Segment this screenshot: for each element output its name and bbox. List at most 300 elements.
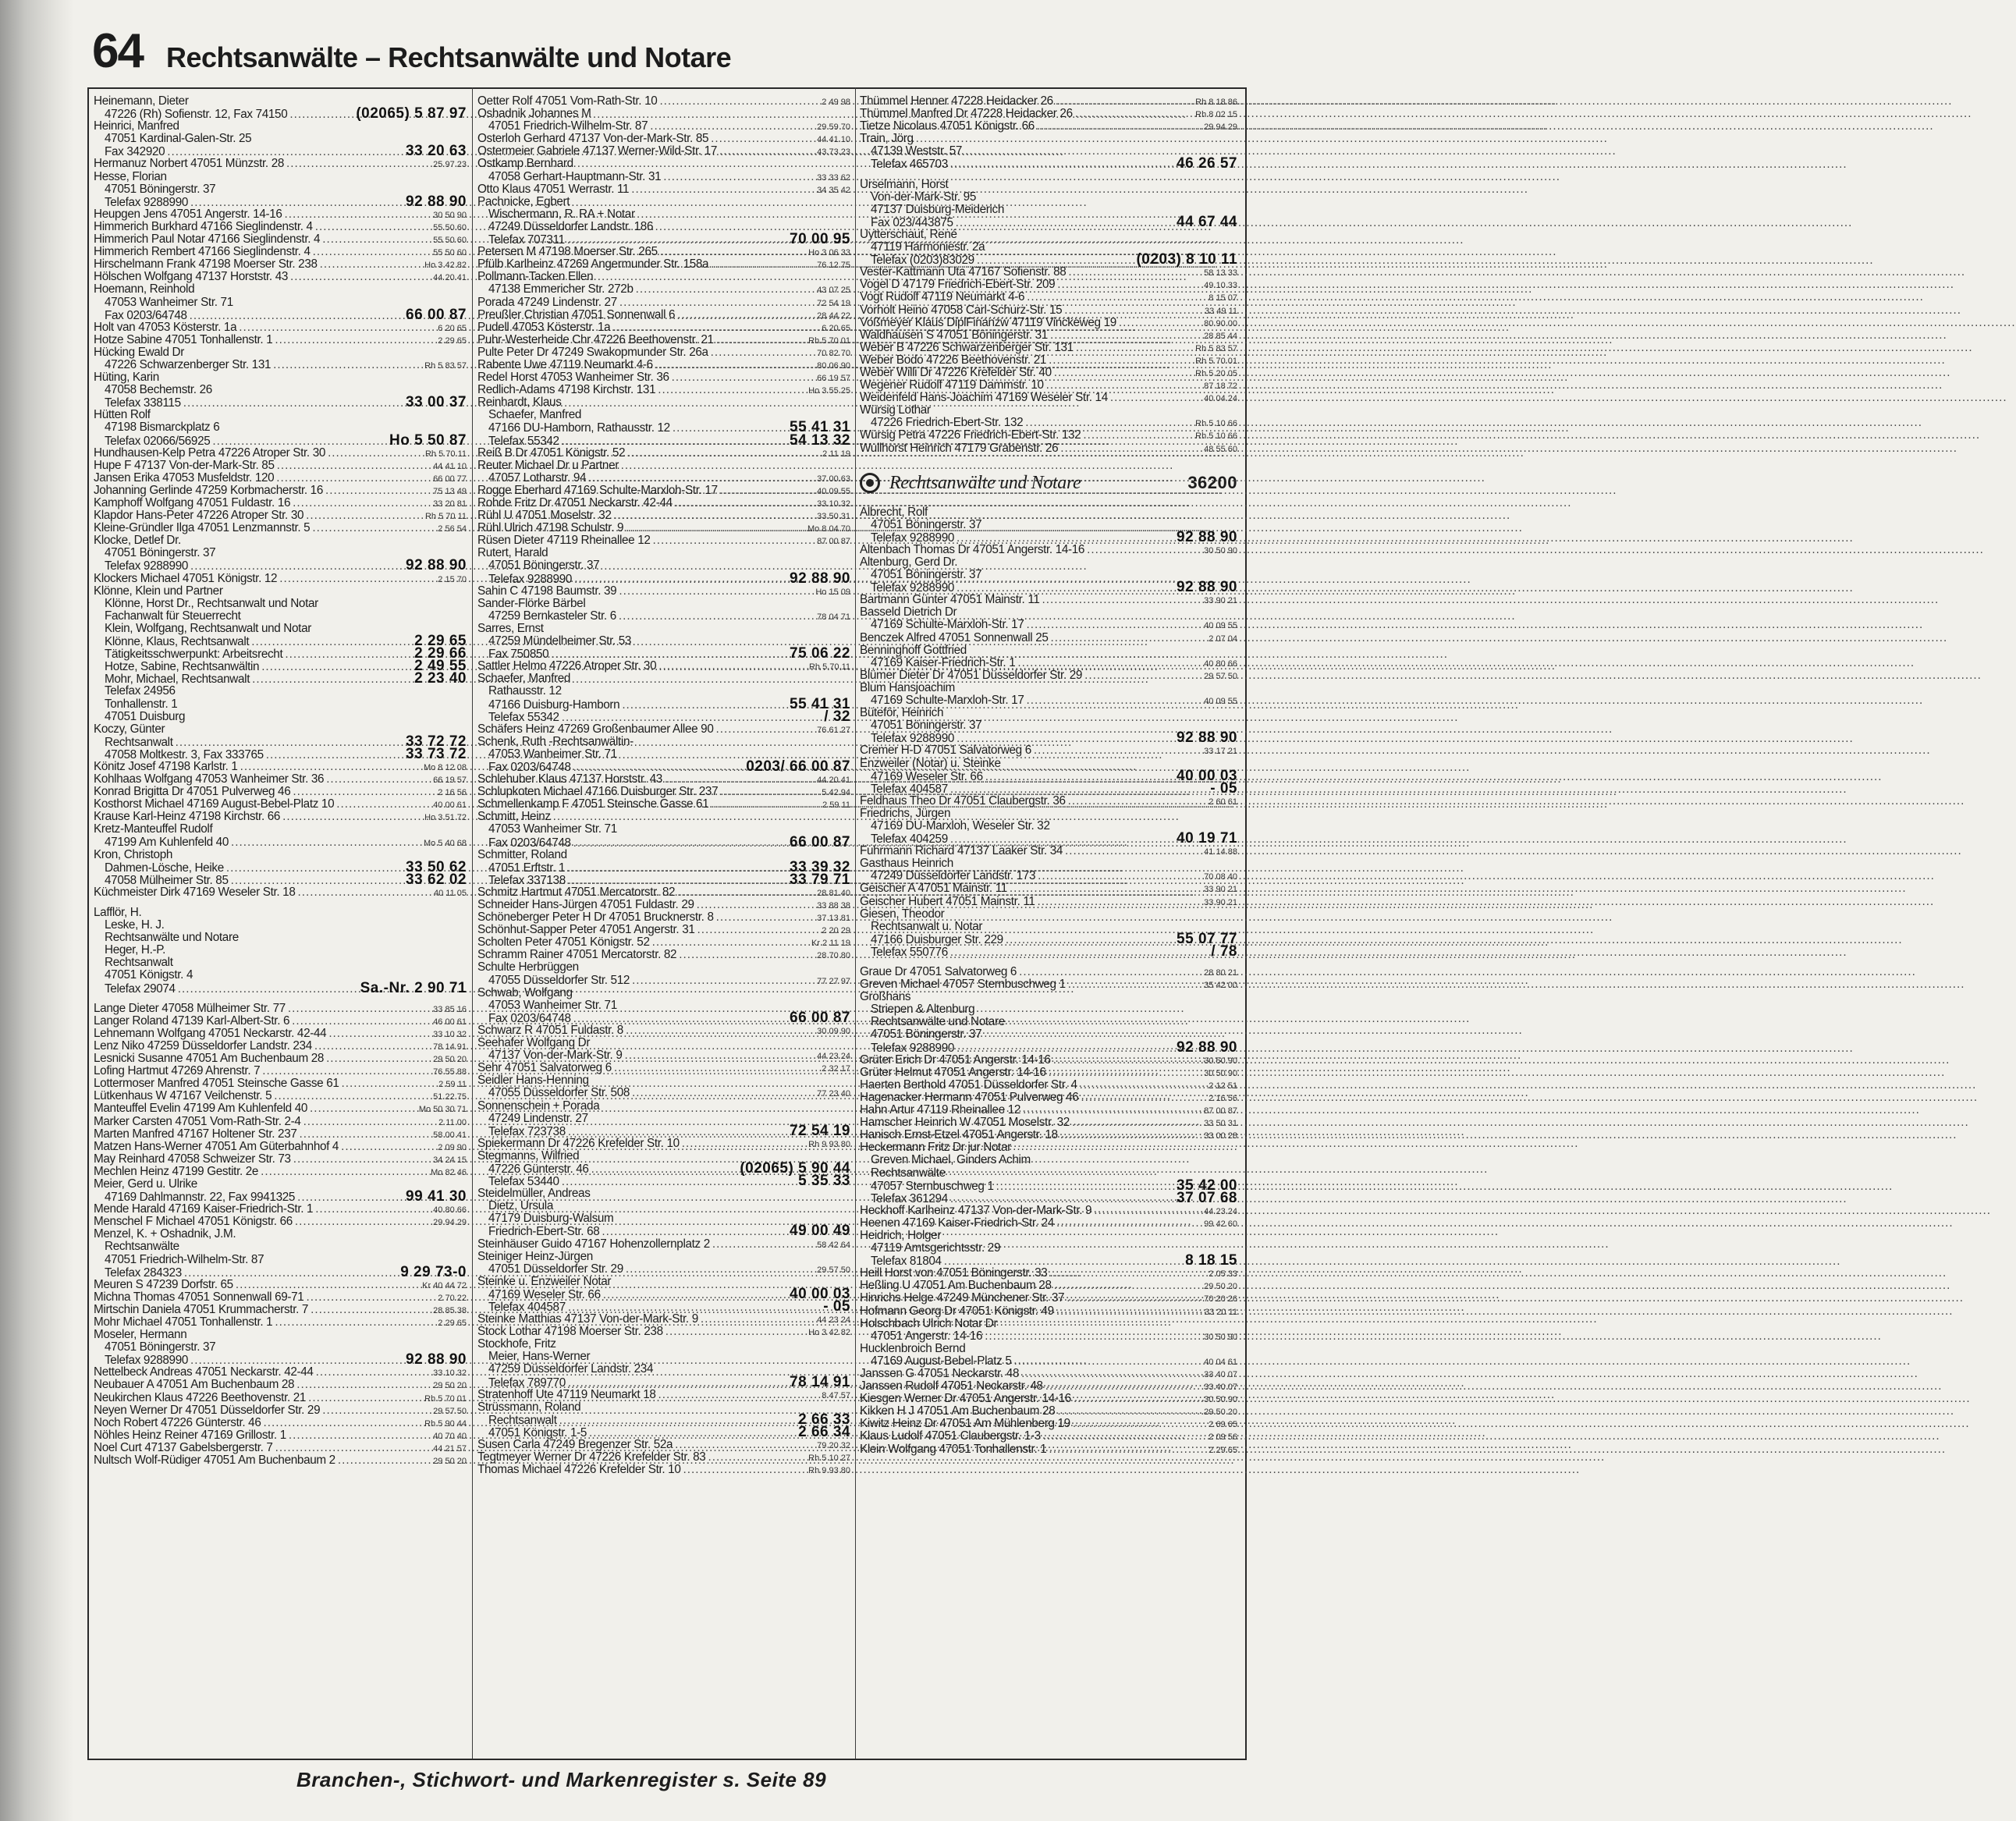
entry-text: Greven Michael, Ginders Achim — [871, 1153, 1031, 1167]
directory-entry — [477, 1173, 850, 1190]
phone-number: 43 07 25 — [817, 286, 850, 296]
entry-text: Stratenhoff Ute 47119 Neumarkt 18 — [477, 1387, 656, 1401]
phone-number: 78 04 71 — [817, 612, 850, 622]
phone-number: 80 06 90 — [817, 360, 850, 371]
entry-text: Vogel D 47179 Friedrich-Ebert-Str. 209 — [860, 278, 1056, 292]
entry-text: 47053 Wanheimer Str. 71 — [488, 998, 617, 1012]
dot-leader — [719, 145, 815, 158]
entry-text: Greven Michael 47057 Sternbuschweg 1 — [860, 978, 1066, 992]
dot-leader — [619, 610, 815, 623]
directory-entry — [94, 919, 467, 932]
entry-text: Rechtsanwälte und Notare — [871, 1015, 1005, 1029]
entry-text: Klönne, Klein und Partner — [94, 584, 223, 598]
dot-leader — [591, 1163, 738, 1176]
phone-number: 2 12 51 — [1209, 1081, 1237, 1091]
page-number: 64 — [92, 24, 143, 78]
directory-entry — [94, 871, 467, 888]
directory-entry — [477, 271, 850, 283]
directory-entry — [860, 1003, 1237, 1016]
phone-number: (0203) 8 10 11 — [1136, 251, 1237, 268]
phone-number: 55 07 77 — [1177, 930, 1237, 947]
phone-number: 55 50 60 — [433, 248, 467, 258]
directory-entry — [94, 573, 467, 585]
directory-entry — [477, 1138, 850, 1150]
entry-text: 47051 Friedrich-Wilhelm-Str. 87 — [105, 1252, 264, 1266]
phone-number: 29 59 70 — [817, 122, 850, 133]
dot-leader — [658, 384, 806, 396]
directory-entry — [860, 870, 1237, 882]
entry-text: Matzen Hans-Werner 47051 Am Güterbahnhof 4 — [94, 1139, 339, 1153]
dot-leader — [716, 911, 815, 924]
entry-text: Kron, Christoph — [94, 847, 173, 861]
phone-number: 29 50 20 — [433, 1055, 467, 1065]
entry-text: Sonnenschein + Porada — [477, 1099, 600, 1113]
phone-number: 33 62 02 — [406, 871, 467, 888]
phone-number: 2 49 98 — [822, 98, 850, 107]
dot-leader — [650, 120, 815, 133]
entry-text: Telefax 9288990 — [871, 581, 955, 595]
dot-leader — [1072, 1116, 1201, 1129]
directory-entry — [477, 871, 850, 888]
phone-number: 44 23 24 — [817, 1315, 850, 1326]
directory-entry — [860, 832, 1237, 845]
phone-number: 55 41 31 — [790, 695, 850, 712]
entry-text: 47057 Lotharstr. 94 — [488, 470, 587, 485]
directory-entry — [860, 779, 1237, 797]
dot-leader — [1054, 1280, 1202, 1292]
entry-text: Altenbach Thomas Dr 47051 Angerstr. 14-16 — [860, 542, 1085, 556]
entry-text: 47058 Mülheimer Str. 85 — [105, 873, 229, 887]
entry-text: Weber B 47226 Schwarzenberger Str. 131 — [860, 340, 1074, 354]
phone-number: 8 47 57 — [822, 1390, 850, 1400]
dot-leader — [264, 1417, 423, 1429]
dot-leader — [715, 723, 815, 736]
dot-leader — [1051, 632, 1207, 644]
entry-text: Hahn Artur 47119 Rheinallee 12 — [860, 1103, 1021, 1117]
section-code: 36200 — [1187, 472, 1237, 492]
entry-text: Telefax 24956 — [105, 684, 176, 698]
dot-leader — [1057, 279, 1201, 291]
entry-text: 47051 Böningerstr. 37 — [871, 568, 982, 582]
dot-leader — [310, 1102, 417, 1115]
entry-text: Rühl U 47051 Moselstr. 32 — [477, 509, 612, 523]
dot-leader — [1060, 442, 1201, 455]
directory-entry — [860, 845, 1237, 857]
phone-number: Ho 15 09 — [815, 587, 850, 597]
phone-number: 2 11 19 — [822, 449, 850, 459]
phone-number: 33 50 31 — [1204, 1119, 1237, 1129]
phone-number: 40 04 24 — [1204, 394, 1237, 404]
phone-number: 92 88 90 — [1177, 1038, 1237, 1056]
directory-entry — [477, 1009, 850, 1026]
entry-text: 47051 Böningerstr. 37 — [105, 1340, 216, 1354]
entry-text: Benninghoff Gottfried — [860, 643, 967, 657]
dot-leader — [1038, 870, 1201, 882]
dot-leader — [1049, 1443, 1206, 1456]
entry-text: Kohlhaas Wolfgang 47053 Wanheimer Str. 36 — [94, 772, 325, 786]
phone-number: 92 88 90 — [406, 557, 467, 574]
entry-text: Jansen Erika 47053 Musfeldstr. 120 — [94, 470, 275, 485]
entry-text: Hofmann Georg Dr 47051 Königstr. 49 — [860, 1304, 1054, 1318]
directory-entry — [860, 1154, 1237, 1166]
phone-number: Mo 8 04 70 — [807, 524, 850, 534]
directory-entry — [94, 334, 467, 346]
entry-text: Feldhaus Theo Dr 47051 Claubergstr. 36 — [860, 793, 1066, 808]
entry-text: 47051 Friedrich-Wilhelm-Str. 87 — [488, 119, 648, 133]
directory-entry — [94, 1003, 467, 1015]
directory-entry — [477, 773, 850, 786]
dot-leader — [300, 1128, 431, 1141]
entry-text: Meier, Hans-Werner — [488, 1350, 591, 1364]
directory-entry — [94, 346, 467, 359]
directory-entry — [94, 1015, 467, 1028]
directory-entry — [477, 708, 850, 725]
phone-number: Rh 5 10 27 — [808, 1454, 850, 1464]
directory-entry — [94, 1166, 467, 1178]
dot-leader — [720, 485, 815, 497]
directory-entry — [477, 1087, 850, 1099]
dot-leader — [292, 1015, 431, 1028]
directory-entry — [477, 309, 850, 321]
entry-text: 47249 Düsseldorfer Landstr. 186 — [488, 219, 654, 233]
dot-leader — [632, 1087, 815, 1099]
dot-leader — [1053, 1054, 1201, 1067]
entry-text: Menzel, K. + Oshadnik, J.M. — [94, 1227, 236, 1241]
entry-text: Rüsen Dieter 47119 Rheinallee 12 — [477, 534, 651, 548]
target-bullet-icon — [860, 473, 880, 493]
directory-entry — [860, 1443, 1237, 1456]
directory-entry — [477, 961, 850, 974]
directory-entry — [477, 1451, 850, 1464]
entry-text: Reiß B Dr 47051 Königstr. 52 — [477, 445, 626, 460]
directory-entry — [94, 1417, 467, 1429]
directory-entry — [477, 610, 850, 623]
phone-number: (02065) 5 90 44 — [740, 1159, 850, 1177]
phone-number: 28 81 40 — [817, 888, 850, 898]
dot-leader — [315, 221, 431, 233]
directory-entry — [860, 404, 1237, 417]
entry-text: Heßling U 47051 Am Buchenbaum 28 — [860, 1279, 1052, 1293]
entry-text: Wischermann, R. RA + Notar — [488, 207, 635, 221]
directory-entry — [477, 1122, 850, 1139]
phone-number: 55 50 60 — [433, 222, 467, 233]
directory-entry — [94, 221, 467, 233]
entry-text: Schönhut-Sapper Peter 47051 Angerstr. 31 — [477, 923, 695, 937]
entry-text: Telefax 9288990 — [105, 559, 189, 573]
directory-entry — [477, 534, 850, 547]
directory-entry — [860, 120, 1237, 133]
phone-number: 44 41 10 — [817, 135, 850, 145]
entry-text: Nultsch Wolf-Rüdiger 47051 Am Buchenbaum 2 — [94, 1454, 335, 1468]
phone-number: 8 18 15 — [1185, 1252, 1237, 1269]
entry-text: Seidler Hans-Henning — [477, 1074, 589, 1088]
phone-number: 9 29 73-0 — [400, 1263, 467, 1280]
directory-entry — [860, 354, 1237, 367]
dot-leader — [619, 296, 815, 309]
entry-text: Schäfers Heinz 47269 Großenbaumer Allee 90 — [477, 722, 714, 736]
dot-leader — [985, 771, 1174, 783]
entry-text: Himmerich Paul Notar 47166 Sieglindenstr. 4 — [94, 233, 321, 247]
phone-number: Rh 5 20 05 — [1195, 368, 1237, 378]
entry-text: 47058 Moltkestr. 3, Fax 333765 — [105, 747, 264, 761]
phone-number: 28 85 44 — [1204, 331, 1237, 341]
entry-text: Grüter Helmut 47051 Angerstr. 14-16 — [860, 1065, 1046, 1079]
directory-entry — [94, 1077, 467, 1090]
phone-number: 40 00 03 — [790, 1285, 850, 1302]
phone-number: 33 90 21 — [1204, 596, 1237, 606]
directory-entry — [860, 317, 1237, 329]
entry-text: 47249 Lindenstr. 27 — [488, 1111, 588, 1125]
dot-leader — [1081, 1092, 1206, 1104]
directory-entry — [477, 1411, 850, 1428]
entry-text: Telefax 9288990 — [105, 1354, 189, 1368]
entry-text: Hesse, Florian — [94, 169, 167, 183]
page-binding-shadow — [0, 0, 74, 1821]
entry-text: Otto Klaus 47051 Werrastr. 11 — [477, 182, 630, 196]
entry-text: Schulte Herbrüggen — [477, 960, 579, 974]
dot-leader — [288, 1003, 431, 1015]
phone-number: 76 55 88 — [433, 1067, 467, 1077]
directory-entry — [94, 773, 467, 786]
phone-number: 5 35 33 — [798, 1173, 850, 1190]
listing-column-1 — [94, 95, 467, 1749]
directory-entry — [860, 442, 1237, 455]
directory-entry — [477, 158, 850, 170]
phone-number: 72 54 19 — [790, 1122, 850, 1139]
entry-text: Schaefer, Manfred — [488, 408, 582, 422]
entry-text: 47058 Gerhart-Hauptmann-Str. 31 — [488, 169, 662, 183]
directory-entry — [94, 460, 467, 472]
entry-text: Janssen G 47051 Neckarstr. 48 — [860, 1367, 1020, 1380]
directory-entry — [860, 191, 1237, 204]
entry-text: Holt van 47053 Kösterstr. 1a — [94, 320, 237, 334]
entry-text: Graue Dr 47051 Salvatorweg 6 — [860, 965, 1017, 978]
entry-text: 47139 Weststr. 57 — [871, 144, 963, 158]
directory-entry — [94, 944, 467, 957]
phone-number: 0203/ 66 00 87 — [746, 758, 850, 775]
entry-text: Telefax 404587 — [488, 1301, 566, 1314]
entry-text: Kiesgen Werner Dr 47051 Angerstr. 14-16 — [860, 1392, 1071, 1406]
entry-text: Schramm Rainer 47051 Mercatorstr. 82 — [477, 948, 677, 962]
phone-number: 2 29 66 — [414, 645, 467, 662]
entry-text: Lesnicki Susanne 47051 Am Buchenbaum 28 — [94, 1052, 325, 1066]
phone-number: 92 88 90 — [406, 193, 467, 210]
dot-leader — [306, 509, 423, 522]
entry-text: Telefax 9288990 — [871, 732, 955, 746]
dot-leader — [1064, 304, 1202, 317]
dot-leader — [626, 1024, 815, 1037]
phone-number: 48 55 60 — [1204, 444, 1237, 454]
entry-text: Grüter Erich Dr 47051 Angerstr. 14-16 — [860, 1052, 1051, 1067]
directory-entry — [94, 786, 467, 798]
directory-entry — [477, 431, 850, 449]
phone-number: 66 00 87 — [406, 306, 467, 323]
entry-text: Thomas Michael 47226 Krefelder Str. 10 — [477, 1463, 681, 1477]
entry-text: Steinke u. Enzweiler Notar — [477, 1274, 612, 1288]
dot-leader — [1067, 1292, 1201, 1305]
entry-text: Heill Horst von 47051 Böningerstr. 33 — [860, 1266, 1048, 1280]
entry-text: Klocke, Detlef Dr. — [94, 534, 181, 548]
entry-text: Kikken H J 47051 Am Buchenbaum 28 — [860, 1404, 1056, 1418]
entry-text: 47051 Duisburg — [105, 709, 186, 723]
directory-entry — [477, 1223, 850, 1240]
dot-leader — [236, 1279, 420, 1291]
entry-text: Tietze Nicolaus 47051 Königstr. 66 — [860, 119, 1035, 133]
phone-number: Rh 9 93 80 — [808, 1466, 850, 1476]
dot-leader — [322, 1404, 431, 1417]
entry-text: Ostermeier Gabriele 47137 Werner-Wild-Str. 17 — [477, 144, 718, 158]
dot-leader — [275, 1442, 431, 1454]
phone-number: 2 23 40 — [414, 670, 467, 687]
dot-leader — [314, 1040, 431, 1052]
dot-leader — [306, 1291, 435, 1304]
dot-leader — [176, 737, 403, 749]
dot-leader — [1049, 1267, 1206, 1280]
dot-leader — [675, 1439, 815, 1451]
entry-text: Telefax 02066/56925 — [105, 434, 211, 448]
directory-entry — [477, 598, 850, 610]
entry-text: Rechtsanwalt — [488, 1413, 557, 1427]
directory-entry — [94, 1141, 467, 1153]
dot-leader — [1119, 317, 1201, 329]
directory-entry — [94, 1442, 467, 1454]
entry-text: Puhr-Westerheide Chr 47226 Beethovenstr. 21 — [477, 332, 714, 346]
phone-number: 33 40 07 — [1204, 1383, 1237, 1393]
entry-text: Stockhofe, Fritz — [477, 1337, 556, 1351]
directory-entry — [477, 1285, 850, 1302]
directory-entry — [477, 1389, 850, 1401]
directory-entry — [94, 534, 467, 547]
dot-leader — [1075, 108, 1193, 120]
phone-number: 6 20 65 — [438, 323, 467, 333]
phone-number: 33 10 32 — [433, 1029, 467, 1039]
entry-text: Schmitz Hartmut 47051 Mercatorstr. 82 — [477, 885, 676, 899]
phone-number: 40 09 55 — [1204, 697, 1237, 707]
entry-text: Telefax 550776 — [871, 945, 948, 959]
entry-text: 47226 Günterstr. 46 — [488, 1162, 589, 1176]
entry-text: Tonhallenstr. 1 — [105, 697, 178, 711]
entry-spacer — [94, 899, 467, 907]
directory-entry — [860, 251, 1237, 268]
directory-entry — [860, 108, 1237, 120]
phone-number: 33 90 21 — [1204, 885, 1237, 895]
phone-number: 29 50 20 — [433, 1457, 467, 1467]
phone-number: 75 06 22 — [790, 645, 850, 662]
phone-number: 29 94 29 — [1204, 122, 1237, 133]
entry-text: 47169 Weseler Str. 66 — [871, 769, 983, 783]
entry-text: 47259 Bernkasteler Str. 6 — [488, 609, 616, 623]
dot-leader — [313, 246, 431, 258]
section-title: Rechtsanwälte und Notare — [889, 472, 1081, 493]
phone-number: 2 29 65 — [414, 633, 467, 650]
dot-leader — [663, 171, 815, 183]
phone-number: 92 88 90 — [1177, 528, 1237, 545]
phone-number: 40 80 66 — [433, 1205, 467, 1216]
entry-text: Schwab, Wolfgang — [477, 985, 573, 999]
dot-leader — [625, 1049, 815, 1062]
directory-entry — [477, 570, 850, 587]
directory-entry — [94, 635, 467, 648]
entry-text: 47249 Düsseldorfer Landstr. 173 — [871, 869, 1036, 883]
directory-entry — [477, 987, 850, 999]
entry-text: Preußler Christian 47051 Sonnenwall 6 — [477, 307, 676, 321]
entry-text: Wullhorst Heinrich 47179 Grabenstr. 26 — [860, 441, 1059, 455]
phone-number: 78 14 91 — [790, 1373, 850, 1390]
entry-text: 47169 August-Bebel-Platz 5 — [871, 1354, 1012, 1368]
directory-entry — [477, 1351, 850, 1363]
dot-leader — [1026, 619, 1201, 631]
entry-text: Albrecht, Rolf — [860, 505, 928, 519]
phone-number: 29 50 20 — [1204, 1282, 1237, 1292]
phone-number: 33 00 37 — [406, 394, 467, 411]
entry-text: Rutert, Harald — [477, 546, 548, 560]
dot-leader — [1006, 934, 1174, 946]
entry-text: 47226 Schwarzenberger Str. 131 — [105, 357, 272, 371]
phone-number: 29 50 20 — [1204, 1407, 1237, 1418]
directory-entry — [477, 447, 850, 460]
phone-number: 33 79 71 — [790, 871, 850, 888]
phone-number: 33 50 31 — [817, 512, 850, 522]
phone-number: 2 32 17 — [822, 1064, 850, 1074]
directory-entry — [860, 795, 1237, 808]
entry-text: Telefax 361294 — [871, 1191, 948, 1205]
directory-entry — [94, 823, 467, 836]
dot-leader — [559, 1415, 796, 1427]
entry-text: 47119 Amtsgerichtsstr. 29 — [871, 1241, 1001, 1255]
phone-number: 2 66 34 — [798, 1423, 850, 1440]
dot-leader — [1087, 544, 1201, 556]
dot-leader — [677, 309, 815, 321]
entry-text: 47053 Wanheimer Str. 71 — [488, 822, 617, 836]
entry-text: Rechtsanwalt — [105, 956, 173, 970]
entry-text: Reuter Michael Dr u Partner — [477, 458, 619, 472]
directory-entry — [860, 417, 1237, 429]
entry-text: Von-der-Mark-Str. 95 — [871, 190, 976, 204]
phone-number: 35 42 00 — [1177, 1177, 1237, 1194]
phone-number: Rh 8 02 15 — [1195, 110, 1237, 120]
dot-leader — [627, 447, 820, 460]
directory-entry — [860, 682, 1237, 694]
entry-text: Hamscher Heinrich W 47051 Moselstr. 32 — [860, 1116, 1070, 1130]
entry-text: 47166 DU-Hamborn, Rathausstr. 12 — [488, 421, 670, 435]
entry-text: Telefax 707311 — [488, 233, 565, 247]
dot-leader — [1049, 354, 1193, 367]
entry-text: Klönne, Horst Dr., Rechtsanwalt und Notar — [105, 596, 318, 610]
entry-text: Himmerich Rembert 47166 Sieglindenstr. 4 — [94, 245, 311, 259]
directory-entry — [94, 836, 467, 849]
entry-text: Koczy, Günter — [94, 722, 165, 736]
dot-leader — [956, 217, 1174, 229]
entry-text: Könitz Josef 47198 Karlstr. 1 — [94, 759, 238, 773]
dot-leader — [626, 522, 805, 534]
phone-number: 76 12 75 — [817, 261, 850, 271]
entry-text: Steidelmüller, Andreas — [477, 1187, 591, 1201]
phone-number: 66 00 77 — [433, 474, 467, 484]
directory-entry — [477, 371, 850, 384]
phone-number: 58 13 33 — [1204, 268, 1237, 279]
directory-entry — [860, 657, 1237, 669]
entry-text: Sahin C 47198 Baumstr. 39 — [477, 584, 617, 598]
phone-number: 99 41 30 — [406, 1188, 467, 1205]
entry-text: Gasthaus Heinrich — [860, 857, 953, 871]
phone-number: 70 20 26 — [1204, 1294, 1237, 1305]
directory-entry — [860, 133, 1237, 145]
directory-entry — [860, 1318, 1237, 1330]
directory-entry — [94, 932, 467, 944]
directory-entry — [477, 108, 850, 120]
entry-text: Telefax 55342 — [488, 434, 559, 448]
entry-text: Schaefer, Manfred — [477, 672, 571, 686]
